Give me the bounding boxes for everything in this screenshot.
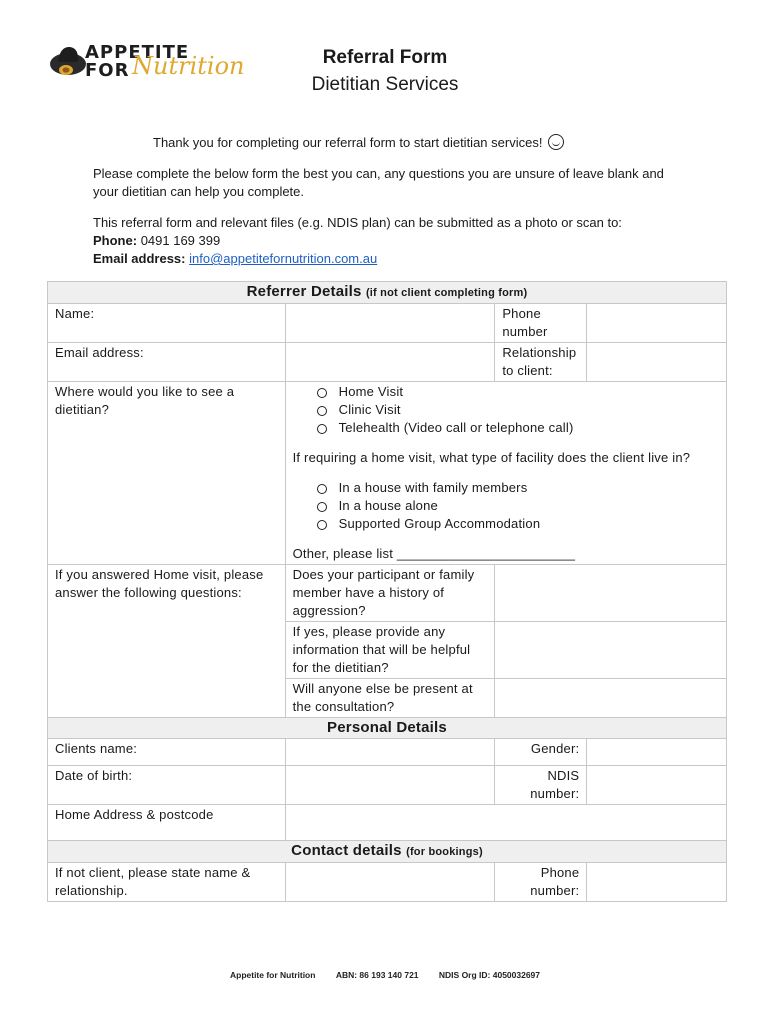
page-title: Referral Form [322,47,448,68]
contact-phone-label: Phone number: [495,863,587,902]
phone-label: Phone: [93,233,138,248]
option-house-alone[interactable]: In a house alone [317,497,719,515]
aggression-question: Does your participant or family member have a history of aggression? [285,565,495,622]
option-house-family[interactable]: In a house with family members [317,479,719,497]
smiley-icon [548,134,564,150]
referrer-relationship-label: Relationship to client: [495,343,587,382]
contact-heading: Contact details [291,842,402,859]
info-answer-field[interactable] [495,622,727,679]
contact-heading-note: (for bookings) [406,846,483,858]
contact-name-label: If not client, please state name & relationship. [48,863,286,902]
referrer-details-header [48,282,727,304]
aggression-answer-field[interactable] [495,565,727,622]
thanks-text: Thank you for completing our referral form to start dietitian services! [153,135,543,150]
referrer-name-row [48,304,727,343]
home-visit-q1-row [48,565,727,622]
email-line [93,250,693,268]
logo-text-appetite: APPETITE [85,42,190,63]
phone-value: 0491 169 399 [140,233,221,248]
logo-text-for: FOR [85,60,130,81]
home-visit-label: If you answered Home visit, please answer the following questions: [48,565,286,718]
thanks-message [153,134,564,152]
footer-ndis: NDIS Org ID: 4050032697 [438,970,541,980]
footer-abn: ABN: 86 193 140 721 [335,970,419,980]
contact-details-header [48,841,727,863]
option-home-visit[interactable]: Home Visit [317,383,719,401]
referrer-heading: Referrer Details [246,283,362,300]
address-field[interactable] [285,805,726,841]
address-label: Home Address & postcode [48,805,286,841]
page-subtitle: Dietitian Services [311,74,459,95]
personal-heading: Personal Details [48,718,727,739]
option-telehealth[interactable]: Telehealth (Video call or telephone call) [317,419,719,437]
visit-location-row [48,382,727,565]
client-name-label: Clients name: [48,739,286,766]
present-question: Will anyone else be present at the consultation? [285,679,495,718]
referrer-phone-label: Phone number [495,304,587,343]
referrer-email-field[interactable] [285,343,495,382]
contact-name-field[interactable] [285,863,495,902]
email-label: Email address: [93,251,186,266]
option-clinic-visit[interactable]: Clinic Visit [317,401,719,419]
dob-label: Date of birth: [48,766,286,805]
dob-field[interactable] [285,766,495,805]
instructions-text: Please complete the below form the best you can, any questions you are unsure of leave blank and your dietitian can help you complete. [93,166,664,199]
email-link[interactable]: info@appetitefornutrition.com.au [189,251,378,266]
gender-field[interactable] [587,739,727,766]
other-facility-field[interactable]: Other, please list ________________________ [292,546,576,561]
referrer-phone-field[interactable] [587,304,727,343]
facility-type-list [317,479,719,533]
address-row [48,805,727,841]
contact-row [48,863,727,902]
page-footer [0,970,770,980]
ndis-field[interactable] [587,766,727,805]
submission-text: This referral form and relevant files (e.g. NDIS plan) can be submitted as a photo or scan to: [93,215,622,230]
referrer-name-label: Name: [48,304,286,343]
ndis-label: NDIS number: [495,766,587,805]
referrer-email-label: Email address: [48,343,286,382]
gender-label: Gender: [495,739,587,766]
referral-form-table [47,281,727,902]
contact-phone-field[interactable] [587,863,727,902]
personal-details-header [48,718,727,739]
present-answer-field[interactable] [495,679,727,718]
referrer-name-field[interactable] [285,304,495,343]
logo-text-nutrition: Nutrition [132,52,245,80]
client-name-row [48,739,727,766]
referrer-relationship-field[interactable] [587,343,727,382]
client-name-field[interactable] [285,739,495,766]
option-supported-group[interactable]: Supported Group Accommodation [317,515,719,533]
referrer-email-row [48,343,727,382]
referrer-heading-note: (if not client completing form) [365,287,528,299]
dob-row [48,766,727,805]
visit-type-list [317,383,719,437]
visit-location-options [285,382,726,565]
visit-location-label: Where would you like to see a dietitian? [48,382,286,565]
footer-company: Appetite for Nutrition [229,970,316,980]
phone-line [93,232,693,250]
facility-question: If requiring a home visit, what type of facility does the client live in? [292,450,691,465]
submission-info [93,214,693,268]
info-question: If yes, please provide any information that will be helpful for the dietitian? [285,622,495,679]
